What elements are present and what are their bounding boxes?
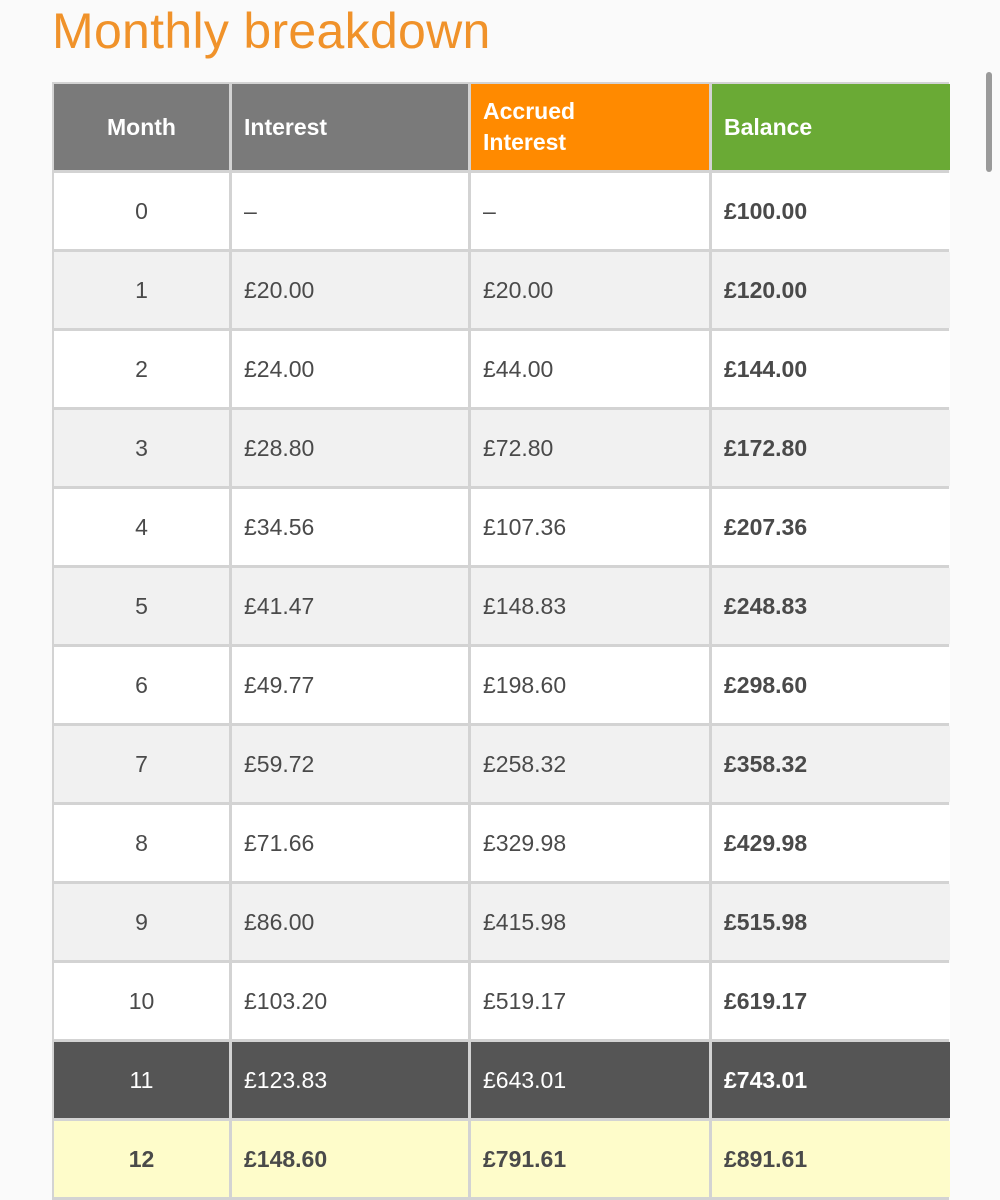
cell-accrued-interest: £329.98 [471,805,709,881]
header-interest: Interest [232,84,468,170]
cell-balance: £619.17 [712,963,950,1039]
table-row [54,252,947,328]
cell-month: 5 [54,568,229,644]
cell-month: 3 [54,410,229,486]
cell-accrued-interest: £258.32 [471,726,709,802]
cell-month: 7 [54,726,229,802]
table-row [54,726,947,802]
cell-interest: £34.56 [232,489,468,565]
cell-month: 10 [54,963,229,1039]
table-row [54,647,947,723]
cell-accrued-interest: £44.00 [471,331,709,407]
cell-accrued-interest: £791.61 [471,1121,709,1197]
cell-interest: £86.00 [232,884,468,960]
cell-balance: £891.61 [712,1121,950,1197]
table-row [54,963,947,1039]
cell-balance: £743.01 [712,1042,950,1118]
page-title: Monthly breakdown [52,3,491,59]
header-balance: Balance [712,84,950,170]
cell-month: 11 [54,1042,229,1118]
cell-balance: £120.00 [712,252,950,328]
cell-interest: £49.77 [232,647,468,723]
table-row [54,331,947,407]
cell-accrued-interest: £643.01 [471,1042,709,1118]
table-row [54,1042,947,1118]
table-row [54,173,947,249]
header-accrued-label: Accrued Interest [483,98,576,155]
cell-month: 9 [54,884,229,960]
cell-month: 4 [54,489,229,565]
table-header-row [54,84,947,170]
cell-interest: £148.60 [232,1121,468,1197]
cell-accrued-interest: £72.80 [471,410,709,486]
cell-interest: £123.83 [232,1042,468,1118]
cell-balance: £100.00 [712,173,950,249]
cell-accrued-interest: £107.36 [471,489,709,565]
table-row [54,489,947,565]
cell-month: 2 [54,331,229,407]
cell-interest: £71.66 [232,805,468,881]
cell-interest: – [232,173,468,249]
cell-balance: £144.00 [712,331,950,407]
cell-balance: £298.60 [712,647,950,723]
table-row [54,884,947,960]
table-row [54,410,947,486]
cell-accrued-interest: £519.17 [471,963,709,1039]
cell-interest: £28.80 [232,410,468,486]
header-month: Month [54,84,229,170]
cell-balance: £515.98 [712,884,950,960]
cell-month: 8 [54,805,229,881]
cell-interest: £20.00 [232,252,468,328]
cell-month: 0 [54,173,229,249]
cell-month: 12 [54,1121,229,1197]
cell-accrued-interest: – [471,173,709,249]
cell-interest: £59.72 [232,726,468,802]
cell-balance: £429.98 [712,805,950,881]
cell-interest: £41.47 [232,568,468,644]
header-accrued-interest [471,84,709,170]
monthly-breakdown-table [52,82,949,1200]
cell-interest: £103.20 [232,963,468,1039]
cell-balance: £172.80 [712,410,950,486]
cell-balance: £248.83 [712,568,950,644]
cell-accrued-interest: £148.83 [471,568,709,644]
cell-month: 1 [54,252,229,328]
scrollbar[interactable] [986,72,992,172]
table-row [54,1121,947,1197]
cell-accrued-interest: £415.98 [471,884,709,960]
cell-accrued-interest: £198.60 [471,647,709,723]
cell-balance: £207.36 [712,489,950,565]
table-row [54,805,947,881]
cell-accrued-interest: £20.00 [471,252,709,328]
cell-balance: £358.32 [712,726,950,802]
cell-interest: £24.00 [232,331,468,407]
cell-month: 6 [54,647,229,723]
table-row [54,568,947,644]
